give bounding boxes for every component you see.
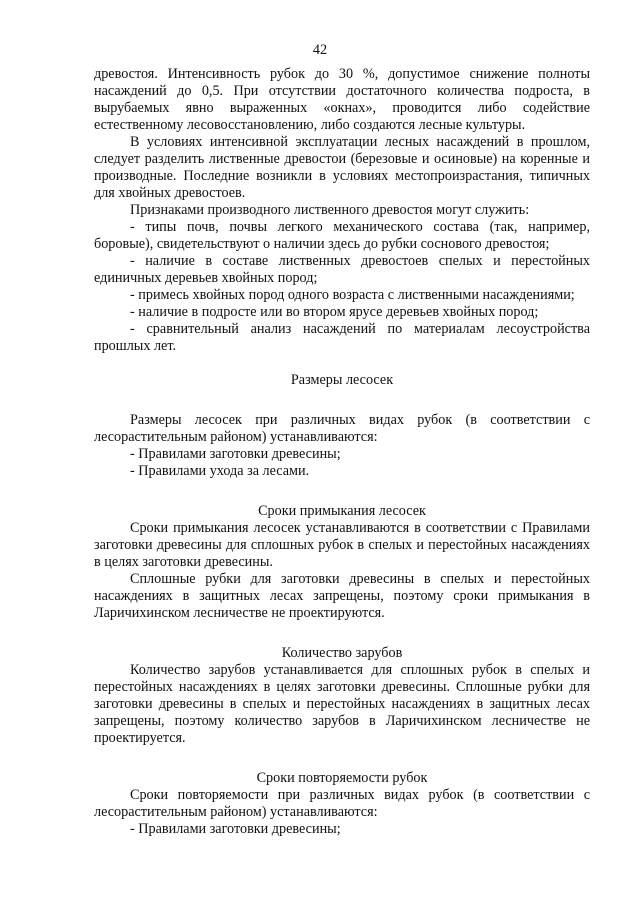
heading-adjacency-terms: Сроки примыкания лесосек	[258, 503, 426, 519]
list-item-comparative-analysis: - сравнительный анализ насаждений по материалам лесоустройства прошлых лет.	[94, 321, 590, 354]
heading-repeat-terms: Сроки повторяемости рубок	[256, 770, 428, 786]
paragraph-continuation: древостоя. Интенсивность рубок до 30 %, допустимое снижение полноты насаждений до 0,5. При отсутствии достаточного количества подроста, в вырубаемых явно выраженных «окнах», проводится либо содействие естественному лесовосстановлению, либо создаются лесные культуры.	[94, 66, 590, 133]
list-item-soil-types: - типы почв, почвы легкого механического состава (так, например, боровые), свидетельствуют о наличии здесь до рубки соснового древостоя;	[94, 219, 590, 252]
heading-cutting-area-size: Размеры лесосек	[290, 372, 394, 388]
list-item-forest-care-rules: - Правилами ухода за лесами.	[130, 463, 310, 479]
paragraph-cut-count: Количество зарубов устанавливается для сплошных рубок в спелых и перестойных насаждениях в целях заготовки древесины. Сплошные рубки для заготовки древесины в спелых и перестойных насаждениях в защитных лесах запрещены, поэтому количество зарубов в Ларичихинском лесничестве не проектируется.	[94, 662, 590, 746]
paragraph-deciduous-stands: В условиях интенсивной эксплуатации лесных насаждений в прошлом, следует разделить лиственные древостои (березовые и осиновые) на коренные и производные. Последние возникли в условиях местопроизрастания, типичных для хвойных древостоев.	[94, 134, 590, 201]
list-item-harvesting-rules: - Правилами заготовки древесины;	[130, 446, 341, 462]
document-body	[94, 66, 590, 838]
paragraph-adjacency-not-designed: Сплошные рубки для заготовки древесины в спелых и перестойных насаждениях в защитных лесах запрещены, поэтому сроки примыкания в Ларичихинском лесничестве не проектируются.	[94, 571, 590, 621]
paragraph-cutting-area-size: Размеры лесосек при различных видах рубок (в соответствии с лесорастительным районом) устанавливаются:	[94, 412, 590, 445]
heading-cut-count: Количество зарубов	[281, 645, 403, 661]
paragraph-adjacency-terms: Сроки примыкания лесосек устанавливаются в соответствии с Правилами заготовки древесины для сплошных рубок в спелых и перестойных насаждениях в целях заготовки древесины.	[94, 520, 590, 570]
paragraph-signs-intro: Признаками производного лиственного древостоя могут служить:	[130, 202, 530, 218]
page-number: 42	[312, 42, 328, 58]
list-item-undergrowth: - наличие в подросте или во втором ярусе деревьев хвойных пород;	[130, 304, 539, 320]
list-item-coniferous-admixture: - примесь хвойных пород одного возраста с лиственными насаждениями;	[130, 287, 575, 303]
list-item-coniferous-trees: - наличие в составе лиственных древостоев спелых и перестойных единичных деревьев хвойных пород;	[94, 253, 590, 286]
paragraph-repeat-terms: Сроки повторяемости при различных видах рубок (в соответствии с лесорастительным районом) устанавливаются:	[94, 787, 590, 820]
list-item-harvesting-rules-2: - Правилами заготовки древесины;	[130, 821, 341, 837]
